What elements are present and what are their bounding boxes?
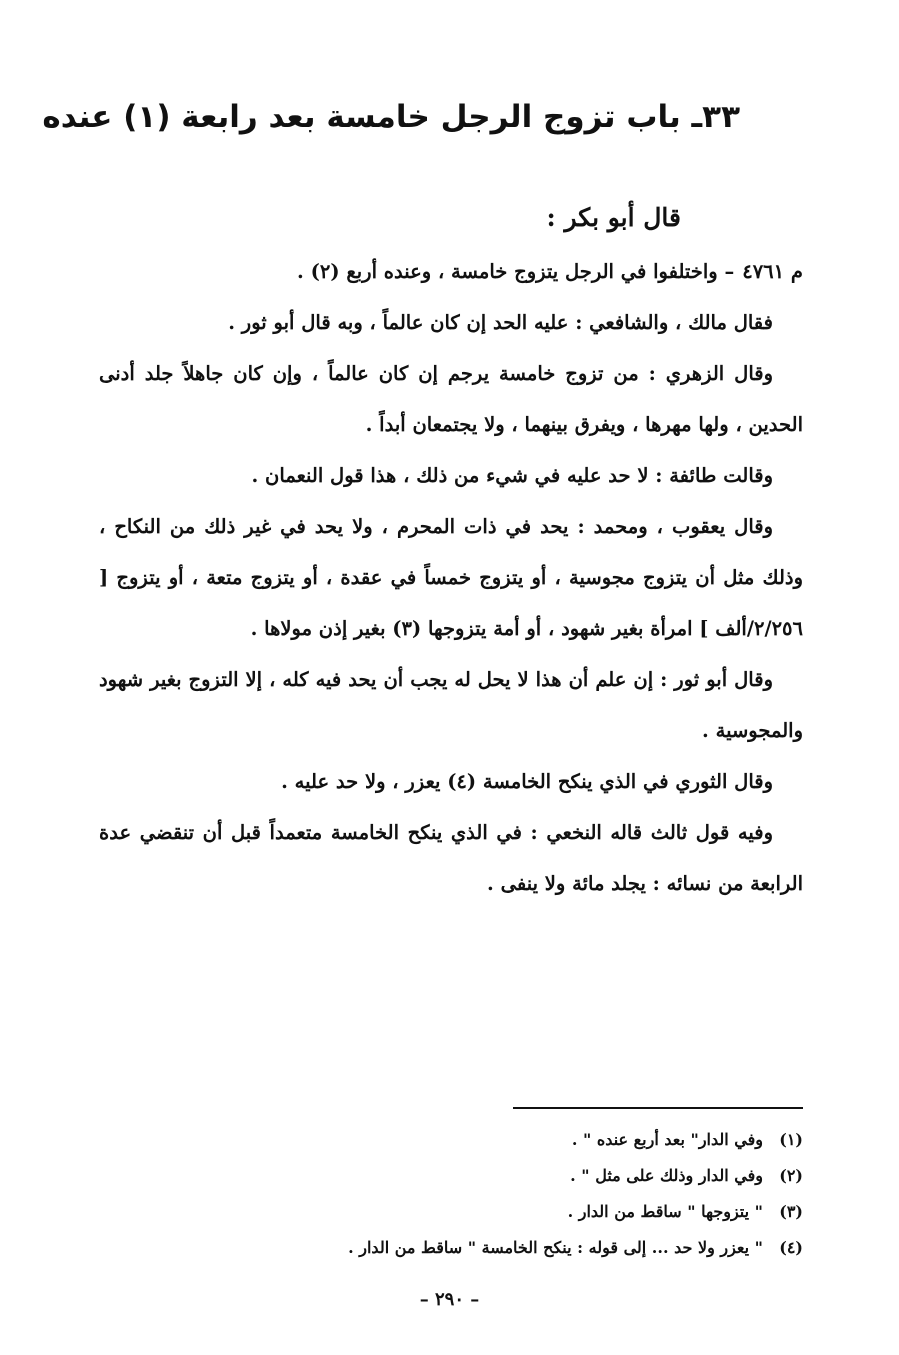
paragraph-nakhai: وفيه قول ثالث قاله النخعي : في الذي ينكح الخامسة متعمداً قبل أن تنقضي عدة الرابعة من نسائه : يجلد مائة ولا ينفى . xyxy=(99,821,803,895)
footnote-text: وفي الدار" بعد أربع عنده " . xyxy=(571,1130,763,1149)
footnote xyxy=(99,1122,803,1158)
entry-paragraph xyxy=(99,246,803,297)
subheading: قال أبو بكر : xyxy=(546,203,681,232)
paragraph-thawri: وقال الثوري في الذي ينكح الخامسة (٤) يعزر ، ولا حد عليه . xyxy=(281,770,773,793)
footnote-text: " يتزوجها " ساقط من الدار . xyxy=(567,1202,763,1221)
paragraph-malik: فقال مالك ، والشافعي : عليه الحد إن كان عالماً ، وبه قال أبو ثور . xyxy=(228,311,773,334)
entry-text: – واختلفوا في الرجل يتزوج خامسة ، وعنده أربع (٢) . xyxy=(297,260,735,283)
page-number: – ٢٩٠ – xyxy=(419,1289,480,1310)
chapter-title: ٣٣ـ باب تزوج الرجل خامسة بعد رابعة (١) عنده xyxy=(42,99,740,135)
footnote-number: (٤) xyxy=(779,1238,803,1257)
footnote-number: (٢) xyxy=(779,1166,803,1185)
entry-label: م ٤٧٦١ xyxy=(742,260,803,283)
footnote-text: " يعزر ولا حد ... إلى قوله : ينكح الخامسة " ساقط من الدار . xyxy=(348,1238,763,1257)
footnote-text: وفي الدار وذلك على مثل " . xyxy=(570,1166,763,1185)
footnote-divider xyxy=(513,1107,803,1109)
footnote xyxy=(99,1158,803,1194)
footnote-number: (١) xyxy=(779,1130,803,1149)
paragraph-zuhri: وقال الزهري : من تزوج خامسة يرجم إن كان عالماً ، وإن كان جاهلاً جلد أدنى الحدين ، ولها مهرها ، ويفرق بينهما ، ولا يجتمعان أبداً . xyxy=(99,362,803,436)
paragraph-yaqub: وقال يعقوب ، ومحمد : يحد في ذات المحرم ، ولا يحد في غير ذلك من النكاح ، وذلك مثل أن يتزوج مجوسية ، أو يتزوج خمساً في عقدة ، أو يتزوج متعة ، أو يتزوج [ ٢/٢٥٦/ألف ] امرأة بغير شهود ، أو أمة يتزوجها (٣) بغير إذن مولاها . xyxy=(99,515,803,640)
body-text xyxy=(99,246,803,909)
paragraph-abu-thawr: وقال أبو ثور : إن علم أن هذا لا يحل له يجب أن يحد فيه كله ، إلا التزوج بغير شهود والمجوسية . xyxy=(99,668,803,742)
footnote xyxy=(99,1230,803,1266)
paragraph-taifa: وقالت طائفة : لا حد عليه في شيء من ذلك ، هذا قول النعمان . xyxy=(251,464,773,487)
footnote-number: (٣) xyxy=(779,1202,803,1221)
footnotes xyxy=(99,1122,803,1266)
footnote xyxy=(99,1194,803,1230)
